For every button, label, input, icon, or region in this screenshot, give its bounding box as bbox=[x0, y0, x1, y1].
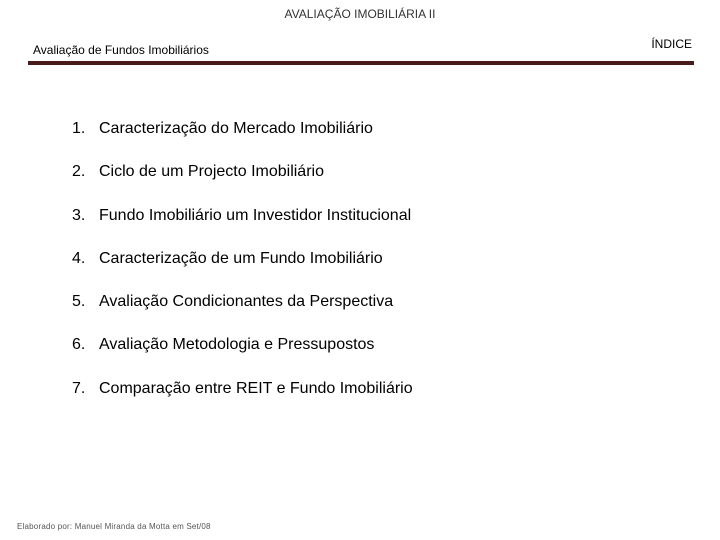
toc-item-label: Avaliação Condicionantes da Perspectiva bbox=[99, 293, 394, 311]
toc-item bbox=[72, 248, 413, 291]
document-title: AVALIAÇÃO IMOBILIÁRIA II bbox=[284, 7, 436, 21]
toc-item-label: Ciclo de um Projecto Imobiliário bbox=[99, 163, 324, 181]
footer-credit: Elaborado por: Manuel Miranda da Motta em Set/08 bbox=[17, 522, 211, 531]
toc-item-number: 7. bbox=[72, 379, 86, 397]
toc-item bbox=[72, 205, 413, 248]
toc-item-number: 3. bbox=[72, 206, 86, 224]
toc-item-label: Avaliação Metodologia e Pressupostos bbox=[99, 336, 375, 354]
header-divider bbox=[28, 61, 694, 65]
toc-item-label: Caracterização de um Fundo Imobiliário bbox=[99, 249, 383, 267]
toc-item-number: 5. bbox=[72, 293, 86, 311]
toc-item bbox=[72, 161, 413, 204]
toc-item-label: Fundo Imobiliário um Investidor Institucional bbox=[99, 206, 412, 224]
toc-item-label: Caracterização do Mercado Imobiliário bbox=[99, 120, 373, 137]
table-of-contents bbox=[72, 118, 413, 421]
toc-item bbox=[72, 334, 413, 377]
toc-item-number: 2. bbox=[72, 163, 86, 181]
toc-item-label: Comparação entre REIT e Fundo Imobiliário bbox=[99, 379, 413, 397]
toc-item bbox=[72, 378, 413, 421]
toc-item-number: 1. bbox=[72, 120, 86, 137]
toc-item-number: 4. bbox=[72, 249, 86, 267]
section-label: ÍNDICE bbox=[651, 37, 692, 51]
page-subtitle: Avaliação de Fundos Imobiliários bbox=[33, 43, 209, 57]
toc-item bbox=[72, 291, 413, 334]
toc-item bbox=[72, 118, 413, 161]
toc-item-number: 6. bbox=[72, 336, 86, 354]
